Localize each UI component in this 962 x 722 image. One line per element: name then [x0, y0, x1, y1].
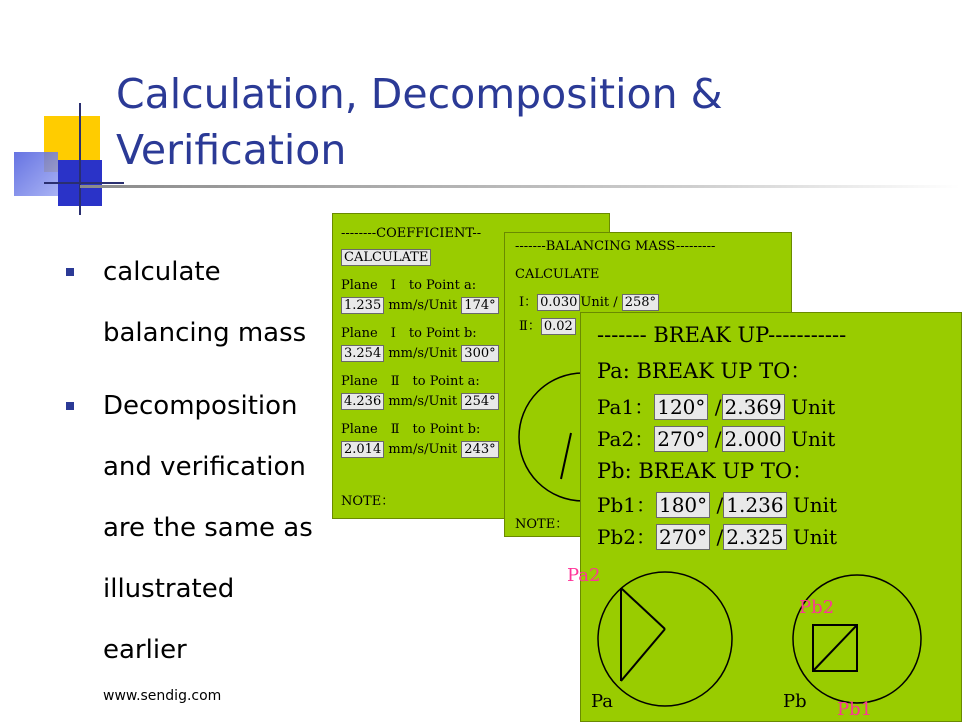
- pb-label: Pb: [783, 691, 807, 712]
- coef-row-values: 4.236 mm/s/Unit 254°: [341, 394, 499, 409]
- pb2-row: Pb2： 270° / 2.325 Unit: [597, 525, 838, 549]
- pa2-value: 2.000: [722, 426, 785, 452]
- pa1-row: Pa1： 120° / 2.369 Unit: [597, 395, 836, 419]
- coef-angle: 254°: [461, 393, 498, 410]
- breakup-vector-diagram: [567, 553, 961, 721]
- bullet-square-icon: [66, 268, 74, 276]
- logo-horizontal-line: [44, 182, 124, 184]
- balancing-angle: 258°: [622, 294, 659, 311]
- calculate-button[interactable]: CALCULATE: [341, 249, 431, 266]
- logo-blue-square: [14, 152, 58, 196]
- pb1-value: 1.236: [723, 492, 786, 518]
- balancing-value: 0.030: [537, 294, 580, 311]
- coef-value: 1.235: [341, 297, 384, 314]
- coef-row-values: 3.254 mm/s/Unit 300°: [341, 346, 499, 361]
- balancing-calculate: CALCULATE: [515, 267, 600, 282]
- balancing-row: Ⅰ： 0.030 Unit / 258°: [519, 291, 659, 310]
- bullet-square-icon: [66, 402, 74, 410]
- pa-breakup-heading: Pa: BREAK UP TO：: [597, 359, 812, 383]
- coef-note: NOTE：: [341, 494, 395, 509]
- breakup-panel: [567, 312, 962, 722]
- coef-angle: 174°: [461, 297, 498, 314]
- balancing-header: -------BALANCING MASS---------: [515, 239, 716, 254]
- pa2-row: Pa2： 270° / 2.000 Unit: [597, 427, 836, 451]
- pa2-angle: 270°: [654, 426, 708, 452]
- pa1-value: 2.369: [722, 394, 785, 420]
- footer-url: www.sendig.com: [103, 688, 222, 704]
- balancing-note: NOTE：: [515, 517, 569, 532]
- pa-circle: [598, 572, 732, 706]
- pa-label: Pa: [591, 691, 614, 712]
- bullet-item: Decomposition and verification are the same as illustrated earlier: [66, 376, 326, 681]
- pb1-row: Pb1： 180° / 1.236 Unit: [597, 493, 838, 517]
- logo-vertical-line: [79, 103, 81, 215]
- title-divider: [80, 185, 960, 188]
- balancing-value: 0.02: [541, 318, 576, 335]
- coef-row-label: Plane Ⅱ to Point b:: [341, 422, 481, 437]
- bullet-item: calculate balancing mass: [66, 242, 326, 364]
- pb2-angle: 270°: [656, 524, 710, 550]
- coef-row-values: 2.014 mm/s/Unit 243°: [341, 442, 499, 457]
- coef-row-label: Plane Ⅰ to Point a:: [341, 278, 477, 293]
- pa1-angle: 120°: [654, 394, 708, 420]
- coef-row-label: Plane Ⅰ to Point b:: [341, 326, 477, 341]
- pb1-angle: 180°: [656, 492, 710, 518]
- slide-title: Calculation, Decomposition & Verification: [116, 70, 723, 174]
- pb1-label: Pb1: [837, 699, 873, 720]
- bullet-list: [66, 242, 326, 693]
- coef-value: 2.014: [341, 441, 384, 458]
- breakup-header: ------- BREAK UP-----------: [597, 323, 847, 347]
- coef-row-values: 1.235 mm/s/Unit 174°: [341, 298, 499, 313]
- pa2-label: Pa2: [567, 565, 601, 586]
- coef-value: 3.254: [341, 345, 384, 362]
- coef-angle: 300°: [461, 345, 498, 362]
- coef-angle: 243°: [461, 441, 498, 458]
- pb-breakup-heading: Pb: BREAK UP TO：: [597, 459, 814, 483]
- coefficient-header: --------COEFFICIENT--: [341, 226, 482, 241]
- balancing-row: Ⅱ： 0.02: [519, 315, 576, 334]
- pb2-label: Pb2: [799, 597, 835, 618]
- coef-value: 4.236: [341, 393, 384, 410]
- pb2-value: 2.325: [723, 524, 786, 550]
- coef-row-label: Plane Ⅱ to Point a:: [341, 374, 480, 389]
